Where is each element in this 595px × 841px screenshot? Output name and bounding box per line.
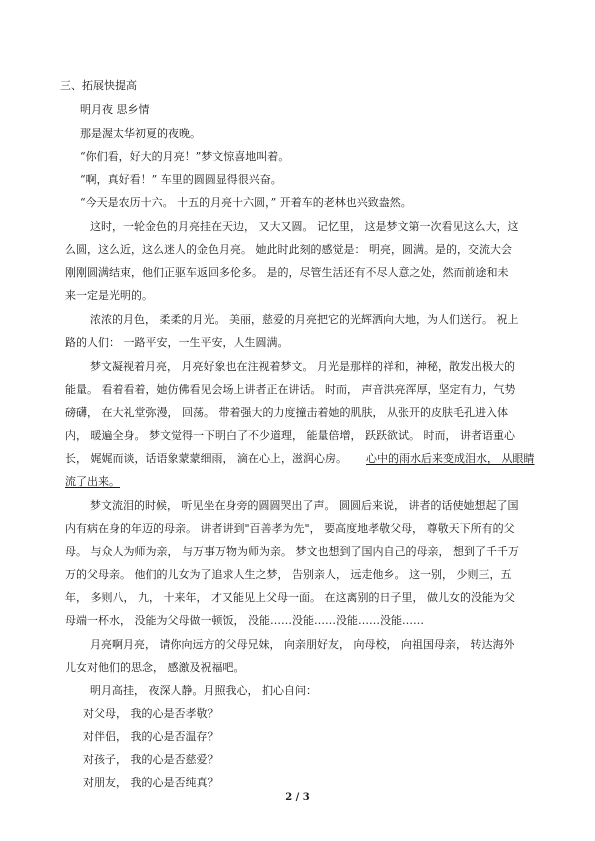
- paragraph-line: “你们看，好大的月亮！”梦文惊喜地叫着。: [80, 150, 290, 163]
- underlined-sentence: 流了出来。: [65, 475, 120, 488]
- paragraph-line: 内有病在身的年迈的母亲。 讲者讲到"百善孝为先"， 要高度地孝敬父母， 尊敬天下所有的父: [65, 522, 515, 535]
- paragraph-line: 儿女对他们的思念， 感激及祝福吧。: [65, 661, 245, 674]
- paragraph-line: “今天是农历十六。 十五的月亮十六圆，” 开着车的老林也兴致盎然。: [80, 196, 412, 209]
- paragraph-line: 月亮啊月亮， 请你向远方的父母兄妹， 向亲朋好友， 向母校， 向祖国母亲， 转达海外: [90, 638, 515, 651]
- paragraph-line: 年， 多则八， 九， 十来年， 才又能见上父母一面。 在这离别的日子里， 做儿女的没能为父: [65, 591, 515, 604]
- paragraph-line: 长， 娓娓而谈，话语象蒙蒙细雨， 滴在心上，滋润心房。: [65, 452, 347, 465]
- paragraph-line: 能量。 看着看着，她仿佛看见会场上讲者正在讲话。 时而， 声音洪亮浑厚，坚定有力，气势: [65, 383, 516, 396]
- paragraph-line: 梦文凝视着月亮， 月亮好象也在注视着梦文。 月光是那样的祥和，神秘，散发出极大的: [90, 360, 515, 373]
- paragraph-line: 对朋友， 我的心是否纯真？: [83, 776, 219, 789]
- paragraph-line: 刚刚圆满结束，他们正驱车返回多伦多。 是的，尽管生活还有不尽人意之处，然而前途和未: [65, 266, 509, 279]
- page-number: 2 / 3: [285, 792, 310, 803]
- paragraph-line: 明月高挂， 夜深人静。月照我心， 扪心自问：: [90, 684, 317, 697]
- paragraph-line: 母。 与众人为师为亲， 与万事万物为师为亲。 梦文也想到了国内自己的母亲， 想到了千千万: [65, 545, 519, 558]
- paragraph-line: 对伴侣， 我的心是否温存？: [83, 730, 219, 743]
- paragraph-line: 母端一杯水， 没能为父母做一顿饭， 没能……没能……没能……没能……: [65, 614, 424, 627]
- paragraph-line: 对父母， 我的心是否孝敬？: [83, 707, 219, 720]
- paragraph-line: 万的父母亲。 他们的儿女为了追求人生之梦， 告别亲人， 远走他乡。 这一别， 少则三，五: [65, 568, 512, 581]
- paragraph-line: “啊，真好看！” 车里的圆圆显得很兴奋。: [80, 173, 282, 186]
- section-heading: 三、拓展快提高: [60, 79, 137, 92]
- paragraph-line: 浓浓的月色， 柔柔的月光。 美丽，慈爱的月亮把它的光辉洒向大地，为人们送行。 祝上: [90, 313, 519, 326]
- paragraph-line: 路的人们： 一路平安，一生平安，人生圆满。: [65, 336, 289, 349]
- paragraph-line: 内， 暖遍全身。 梦文觉得一下明白了不少道理， 能量倍增， 跃跃欲试。 时而， 讲者语重心: [65, 429, 515, 442]
- paragraph-line: 那是渥太华初夏的夜晚。: [80, 127, 201, 140]
- paragraph-line: 梦文流泪的时候， 听见坐在身旁的圆圆哭出了声。 圆圆后来说， 讲者的话使她想起了国: [90, 499, 519, 512]
- paragraph-line: 这时，一轮金色的月亮挂在天边， 又大又圆。 记忆里， 这是梦文第一次看见这么大，这: [90, 220, 519, 233]
- paragraph-line: 对孩子， 我的心是否慈爱？: [83, 753, 219, 766]
- paragraph-line: 来一定是光明的。: [65, 289, 153, 302]
- article-title: 明月夜 思乡情: [80, 103, 150, 116]
- paragraph-line: 么圆，这么近，这么迷人的金色月亮。 她此时此刻的感觉是： 明亮，圆满。是的，交流大会: [65, 243, 512, 256]
- paragraph-line: 磅礴， 在大礼堂弥漫， 回荡。 带着强大的力度撞击着她的肌肤， 从张开的皮肤毛孔进入体: [65, 406, 508, 419]
- underlined-sentence: 心中的雨水后来变成泪水， 从眼睛: [366, 452, 535, 465]
